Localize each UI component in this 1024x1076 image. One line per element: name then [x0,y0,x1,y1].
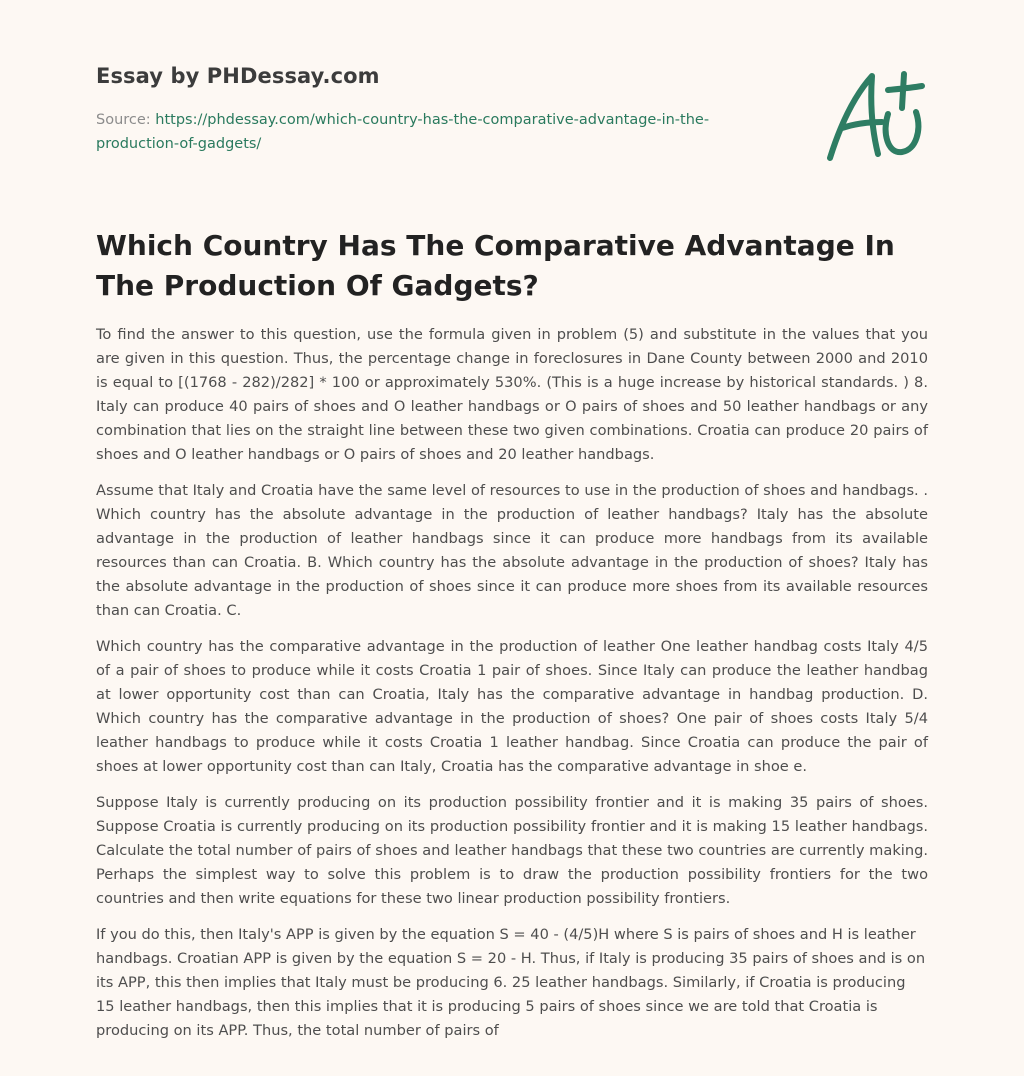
essay-paragraph: Suppose Italy is currently producing on its production possibility frontier and it is making 35 pairs of shoes. Suppose Croatia is currently producing on its production possibility frontier and it is making 15 leather handbags. Calculate the total number of pairs of shoes and leather handbags that these two countries are currently making. Perhaps the simplest way to solve this problem is to draw the production possibility frontiers for the two countries and then write equations for these two linear production possibility frontiers. [96,794,928,907]
essay-paragraph: Which country has the comparative advantage in the production of leather One leather handbag costs Italy 4/5 of a pair of shoes to produce while it costs Croatia 1 pair of shoes. Since Italy can produce the leather handbag at lower opportunity cost than can Croatia, Italy has the comparative advantage in handbag production. D. Which country has the comparative advantage in the production of shoes? One pair of shoes costs Italy 5/4 leather handbags to produce while it costs Croatia 1 leather handbag. Since Croatia can produce the pair of shoes at lower opportunity cost than can Italy, Croatia has the comparative advantage in shoe e. [96,638,928,775]
essay-paragraph: Assume that Italy and Croatia have the same level of resources to use in the production of shoes and handbags. . Which country has the absolute advantage in the production of leather handbags? Italy has the absolute advantage in the production of leather handbags since it can produce more handbags from its available resources than can Croatia. B. Which country has the absolute advantage in the production of shoes? Italy has the absolute advantage in the production of shoes since it can produce more shoes from its available resources than can Croatia. C. [96,482,928,619]
site-brand: Essay by PHDessay.com [96,64,380,88]
essay-header [96,64,796,156]
source-label: Source: [96,112,151,128]
essay-paragraph: To find the answer to this question, use the formula given in problem (5) and substitute in the values that you are given in this question. Thus, the percentage change in foreclosures in Dane County between 2000 and 2010 is equal to [(1768 - 282)/282] * 100 or approximately 530%. (This is a huge increase by historical standards. ) 8. Italy can produce 40 pairs of shoes and O leather handbags or O pairs of shoes and 50 leather handbags or any combination that lies on the straight line between these two given combinations. Croatia can produce 20 pairs of shoes and O leather handbags or O pairs of shoes and 20 leather handbags. [96,326,928,463]
source-link-line1: https://phdessay.com/which-country-has-the-comparative-advantage-in-the- [155,112,710,128]
source-link[interactable] [96,112,709,152]
source-link-line2: production-of-gadgets/ [96,136,262,152]
essay-paragraph: If you do this, then Italy's APP is given by the equation S = 40 - (4/5)H where S is pairs of shoes and H is leather handbags. Croatian APP is given by the equation S = 20 - H. Thus, if Italy is producing 35 pairs of shoes and is on its APP, this then implies that Italy must be producing 6. 25 leather handbags. Similarly, if Croatia is producing 15 leather handbags, then this implies that it is producing 5 pairs of shoes since we are told that Croatia is producing on its APP. Thus, the total number of pairs of [96,926,926,1039]
source-line [96,108,796,156]
essay-body [96,323,928,1055]
a-plus-logo-icon [818,64,930,168]
essay-title: Which Country Has The Comparative Advantage In The Production Of Gadgets? [96,229,895,302]
a-plus-logo [818,64,930,168]
